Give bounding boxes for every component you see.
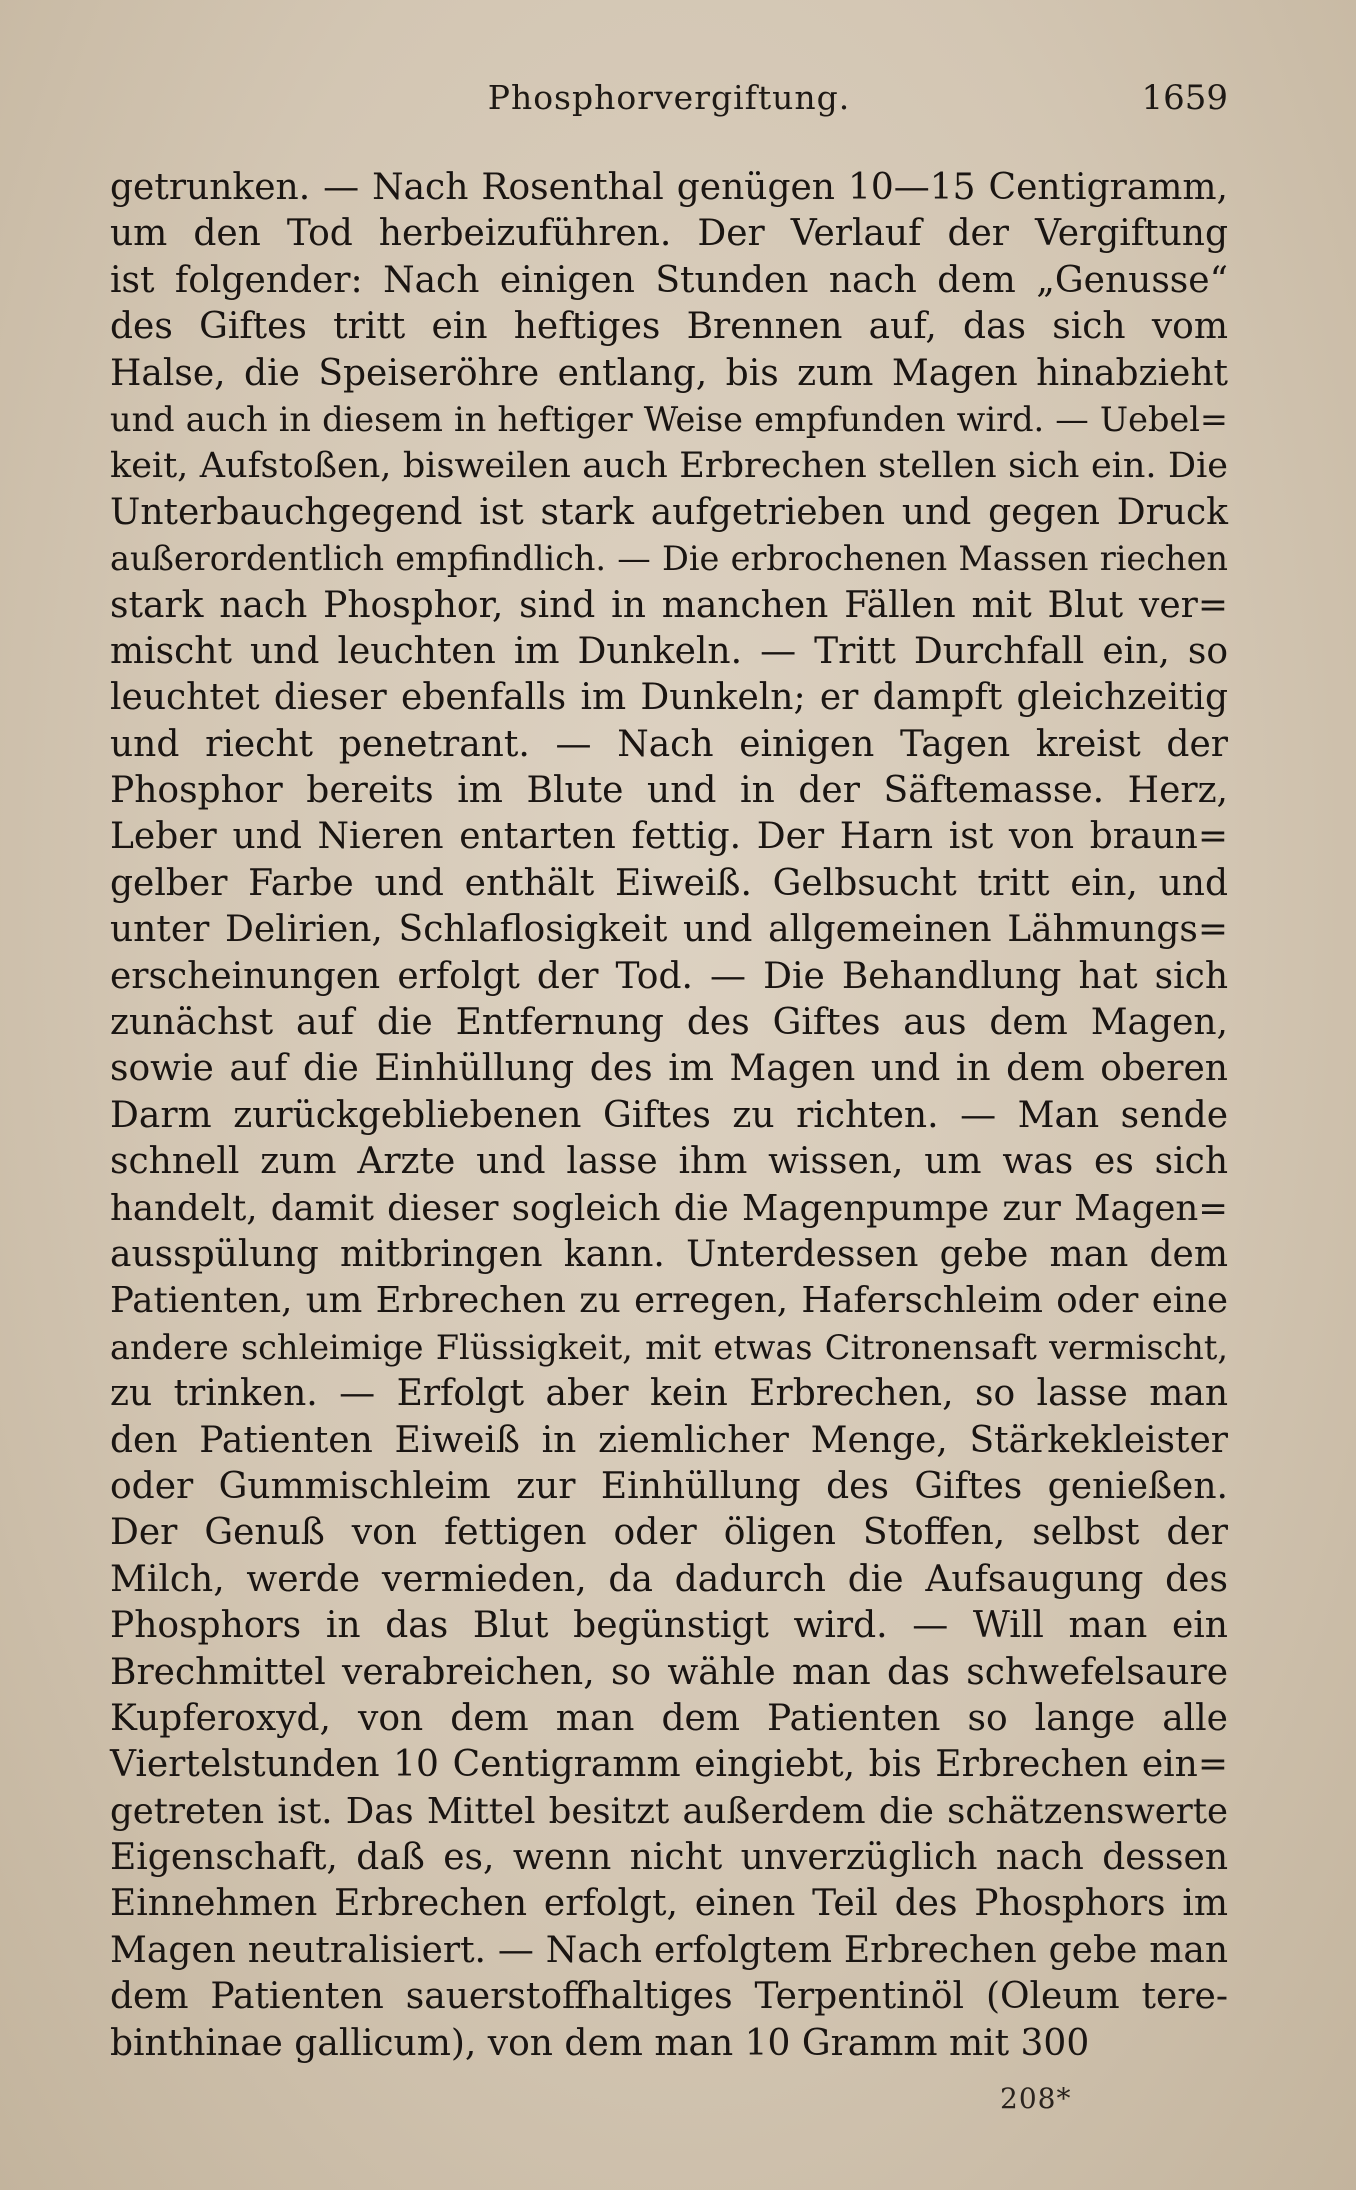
text-line: Der Genuß von fettigen oder öligen Stoffen, selbst der (110, 1512, 1228, 1554)
text-line: Kupferoxyd, von dem man dem Patienten so lange alle (110, 1697, 1228, 1739)
running-title: Phosphorvergiftung. (487, 78, 851, 117)
text-line: handelt, damit dieser sogleich die Magenpumpe zur Magen= (110, 1187, 1228, 1229)
text-line: Viertelstunden 10 Centigramm eingiebt, bis Erbrechen ein= (110, 1744, 1228, 1786)
text-line: getrunken. — Nach Rosenthal genügen 10—15 Centigramm, (110, 167, 1228, 208)
text-line: sowie auf die Einhüllung des im Magen und in dem oberen (110, 1048, 1228, 1090)
text-line: leuchtet dieser ebenfalls im Dunkeln; er dampft gleichzeitig (110, 677, 1228, 719)
text-line: schnell zum Arzte und lasse ihm wissen, um was es sich (110, 1141, 1228, 1183)
text-line: mischt und leuchten im Dunkeln. — Tritt Durchfall ein, so (110, 630, 1228, 672)
text-line: den Patienten Eiweiß in ziemlicher Menge, Stärkekleister (110, 1419, 1228, 1461)
text-line: ist folgender: Nach einigen Stunden nach dem „Genusse“ (110, 259, 1228, 301)
text-line: binthinae gallicum), von dem man 10 Gramm mit 300 (110, 2022, 1090, 2064)
text-line: Einnehmen Erbrechen erfolgt, einen Teil des Phosphors im (110, 1883, 1228, 1925)
text-line: um den Tod herbeizuführen. Der Verlauf der Vergiftung (110, 213, 1228, 255)
running-head (110, 78, 1228, 128)
text-line: andere schleimige Flüssigkeit, mit etwas Citronensaft vermischt, (110, 1327, 1228, 1367)
text-line: erscheinungen erfolgt der Tod. — Die Behandlung hat sich (110, 955, 1228, 997)
text-line: und auch in diesem in heftiger Weise empfunden wird. — Uebel= (110, 399, 1228, 439)
text-line: zunächst auf die Entfernung des Giftes aus dem Magen, (110, 1002, 1228, 1044)
text-line: des Giftes tritt ein heftiges Brennen auf, das sich vom (110, 306, 1228, 348)
text-line: Milch, werde vermieden, da dadurch die Aufsaugung des (110, 1558, 1228, 1600)
text-line: getreten ist. Das Mittel besitzt außerdem die schätzenswerte (110, 1790, 1228, 1832)
text-line: Eigenschaft, daß es, wenn nicht unverzüglich nach dessen (110, 1837, 1228, 1879)
text-line: Halse, die Speiseröhre entlang, bis zum Magen hinabzieht (110, 352, 1228, 394)
body-text (110, 165, 1228, 2067)
text-line: gelber Farbe und enthält Eiweiß. Gelbsucht tritt ein, und (110, 862, 1228, 904)
text-line: keit, Aufstoßen, bisweilen auch Erbrechen stellen sich ein. Die (110, 446, 1228, 487)
text-line: und riecht penetrant. — Nach einigen Tagen kreist der (110, 723, 1228, 765)
text-line: Magen neutralisiert. — Nach erfolgtem Erbrechen gebe man (110, 1929, 1228, 1971)
text-line: unter Delirien, Schlaflosigkeit und allgemeinen Lähmungs= (110, 909, 1228, 951)
text-line: außerordentlich empfindlich. — Die erbrochenen Massen riechen (110, 539, 1228, 579)
text-line: Darm zurückgebliebenen Giftes zu richten. — Man sende (110, 1094, 1228, 1136)
text-line: Leber und Nieren entarten fettig. Der Harn ist von braun= (110, 816, 1228, 858)
text-line: zu trinken. — Erfolgt aber kein Erbrechen, so lasse man (110, 1373, 1228, 1415)
signature-mark: 208* (1000, 2082, 1072, 2115)
text-line: oder Gummischleim zur Einhüllung des Giftes genießen. (110, 1465, 1228, 1507)
text-line: stark nach Phosphor, sind in manchen Fällen mit Blut ver= (110, 584, 1228, 626)
text-line: Phosphors in das Blut begünstigt wird. — Will man ein (110, 1605, 1228, 1647)
text-line: ausspülung mitbringen kann. Unterdessen gebe man dem (110, 1233, 1228, 1275)
text-line: Phosphor bereits im Blute und in der Säftemasse. Herz, (110, 770, 1228, 812)
text-line: dem Patienten sauerstoffhaltiges Terpentinöl (Oleum tere- (110, 1976, 1228, 2018)
page-number: 1659 (1141, 78, 1228, 118)
text-line: Brechmittel verabreichen, so wähle man das schwefelsaure (110, 1651, 1228, 1693)
text-line: Unterbauchgegend ist stark aufgetrieben und gegen Druck (110, 491, 1228, 533)
text-line: Patienten, um Erbrechen zu erregen, Haferschleim oder eine (110, 1280, 1228, 1322)
